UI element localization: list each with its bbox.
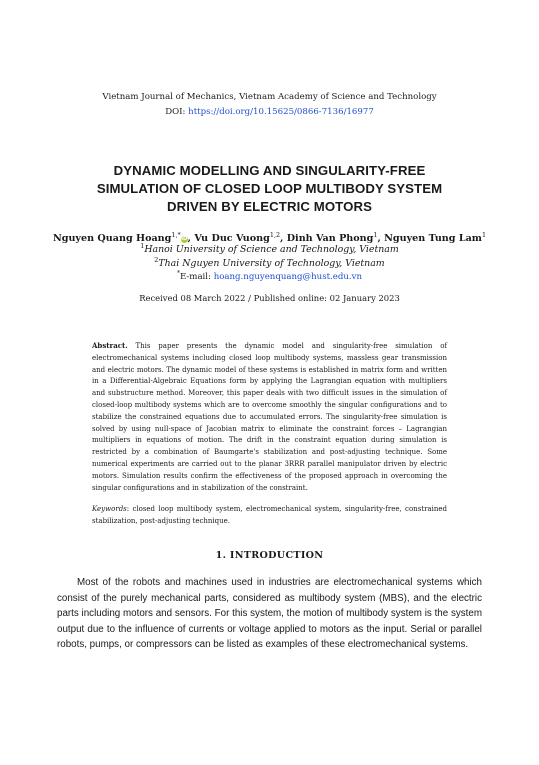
email-link[interactable]: hoang.nguyenquang@hust.edu.vn: [213, 271, 363, 282]
orcid-icon[interactable]: iD: [181, 236, 188, 243]
author-1-sup: 1,*: [171, 231, 181, 239]
title-line-3: DRIVEN BY ELECTRIC MOTORS: [167, 199, 372, 214]
abstract-text: This paper presents the dynamic model and singularity-free simulation of electromechanical systems including closed loop multibody systems, massless gear transmission and electric motors. The dynamic model of these systems is established in matrix form and written in a Differential-Algebraic Equations form by applying the Lagrangian equation with multipliers and substructure method. Moreover, this paper deals with two difficult issues in the simulation of closed-loop multibody systems which are to overcome smoothly the singular configurations and to stabilize the constrained equations due to accumulated errors. The singularity-free simulation is solved by using null-space of Jacobian matrix to eliminate the constraint forces – Lagrangian multipliers in equations of motion. The drift in the constraint equation during simulation is restricted by a combination of Baumgarte's stabilization and post-adjusting technique. Some numerical experiments are carried out to the planar 3RRR parallel manipulator driven by electric motors. Simulation results confirm the effectiveness of the proposed approach in overcoming the singular configurations and in stabilization of the constraint.: [92, 342, 447, 492]
intro-text: Most of the robots and machines used in industries are electromechanical systems which consist of the purely mechanical parts, considered as multibody system (MBS), and the electric parts including motors and sensors. For this system, the motion of multibody system is the system output due to the influence of currents or voltage applied to motors as the input. Serial or parallel robots, pumps, or compressors can be listed as examples of these electromechanical systems.: [57, 577, 482, 651]
affiliation-1-text: Hanoi University of Science and Technology, Vietnam: [144, 244, 399, 256]
publication-dates: Received 08 March 2022 / Published online: 02 January 2023: [139, 293, 400, 303]
doi-label: DOI:: [165, 107, 189, 117]
author-4: , Nguyen Tung Lam: [377, 233, 482, 245]
email-label: E-mail:: [179, 271, 214, 282]
keywords-text: : closed loop multibody system, electromechanical system, singularity-free, constrained stabilization, post-adjusting technique.: [92, 505, 447, 525]
author-3: , Dinh Van Phong: [280, 233, 374, 245]
keywords-label: Keywords: [92, 505, 127, 513]
paper-title: [40, 162, 499, 216]
author-1: Nguyen Quang Hoang: [52, 233, 172, 245]
author-3-sup: 1: [373, 231, 378, 239]
abstract-label: Abstract.: [92, 341, 128, 350]
affiliation-2-sup: 2: [154, 256, 159, 264]
affiliation-2-text: Thai Nguyen University of Technology, Vietnam: [158, 258, 385, 270]
affiliation-1: [0, 242, 539, 255]
title-line-2: SIMULATION OF CLOSED LOOP MULTIBODY SYSTEM: [96, 181, 443, 196]
keywords: [92, 504, 447, 528]
journal-name: Vietnam Journal of Mechanics, Vietnam Academy of Science and Technology: [102, 92, 437, 102]
corresponding-email: [0, 270, 539, 282]
author-2: , Vu Duc Vuong: [187, 233, 270, 245]
affiliation-1-sup: 1: [140, 242, 145, 250]
email-sup: *: [176, 270, 180, 277]
author-4-sup: 1: [481, 231, 487, 239]
journal-header: [0, 90, 539, 120]
section-heading: 1. INTRODUCTION: [215, 550, 324, 561]
intro-paragraph: [57, 575, 482, 653]
abstract: [92, 340, 447, 494]
author-2-sup: 1,2: [269, 231, 281, 239]
title-line-1: DYNAMIC MODELLING AND SINGULARITY-FREE: [113, 163, 426, 178]
doi-link[interactable]: https://doi.org/10.15625/0866-7136/16977: [188, 107, 374, 117]
doi-line: [0, 105, 539, 120]
affiliation-2: [0, 256, 539, 269]
